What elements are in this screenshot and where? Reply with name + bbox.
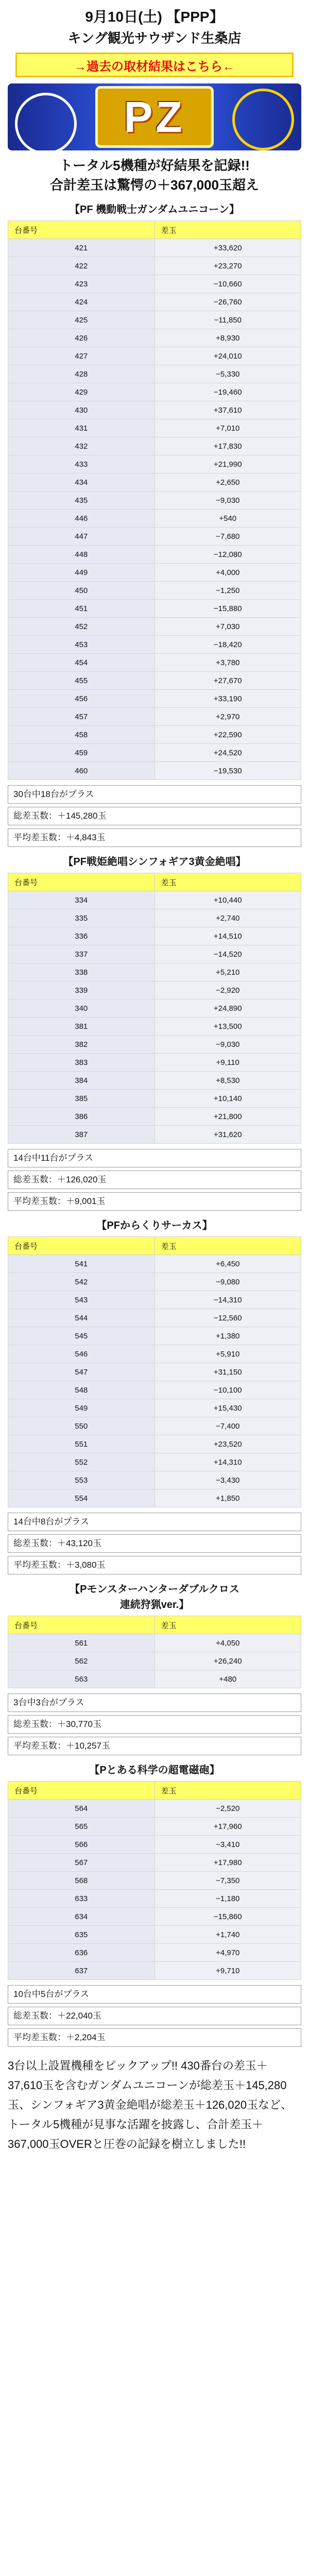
machine-number-cell: 546 [8, 1345, 155, 1363]
table-row [8, 347, 301, 365]
machine-number-cell: 453 [8, 636, 155, 654]
summary-box: 30台中18台がプラス [8, 785, 301, 804]
table-row [8, 510, 301, 528]
diff-cell: −2,520 [154, 1800, 301, 1818]
column-header-diff: 差玉 [154, 1782, 301, 1800]
table-row [8, 1890, 301, 1908]
left-emblem-icon [15, 93, 77, 150]
machine-number-cell: 543 [8, 1291, 155, 1309]
diff-cell: +14,510 [154, 927, 301, 945]
diff-cell: +8,530 [154, 1072, 301, 1090]
machine-section [0, 202, 309, 847]
diff-cell: +9,110 [154, 1054, 301, 1072]
diff-cell: +15,430 [154, 1399, 301, 1417]
table-row [8, 1489, 301, 1507]
table-row [8, 1836, 301, 1854]
machine-sections [0, 202, 309, 2047]
table-row [8, 1652, 301, 1670]
diff-cell: −18,420 [154, 636, 301, 654]
table-row [8, 636, 301, 654]
machine-number-cell: 547 [8, 1363, 155, 1381]
diff-cell: +8,930 [154, 329, 301, 347]
table-row [8, 546, 301, 564]
machine-number-cell: 460 [8, 762, 155, 780]
diff-cell: +33,190 [154, 690, 301, 708]
machine-number-cell: 428 [8, 365, 155, 383]
table-row [8, 1108, 301, 1126]
table-row [8, 257, 301, 275]
diff-cell: −26,760 [154, 293, 301, 311]
diff-cell: +22,590 [154, 726, 301, 744]
diff-cell: +14,310 [154, 1453, 301, 1471]
column-header-num: 台番号 [8, 873, 155, 891]
diff-cell: +21,990 [154, 455, 301, 473]
diff-cell: +13,500 [154, 1018, 301, 1036]
table-row [8, 1670, 301, 1688]
results-table [8, 1236, 301, 1507]
diff-cell: −12,560 [154, 1309, 301, 1327]
column-header-num: 台番号 [8, 221, 155, 239]
machine-number-cell: 424 [8, 293, 155, 311]
table-row [8, 654, 301, 672]
column-header-diff: 差玉 [154, 873, 301, 891]
diff-cell: +26,240 [154, 1652, 301, 1670]
machine-number-cell: 544 [8, 1309, 155, 1327]
machine-number-cell: 429 [8, 383, 155, 401]
machine-number-cell: 334 [8, 891, 155, 909]
table-row [8, 419, 301, 437]
diff-cell: −7,400 [154, 1417, 301, 1435]
table-row [8, 1399, 301, 1417]
machine-number-cell: 561 [8, 1634, 155, 1652]
machine-number-cell: 451 [8, 600, 155, 618]
diff-cell: +6,450 [154, 1255, 301, 1273]
machine-number-cell: 566 [8, 1836, 155, 1854]
summary-box: 3台中3台がプラス [8, 1693, 301, 1712]
diff-cell: +2,740 [154, 909, 301, 927]
machine-section [0, 1582, 309, 1755]
table-row [8, 1327, 301, 1345]
section-title: 【PF戦姫絶唱シンフォギア3黄金絶唱】 [63, 856, 246, 868]
date-line: 9月10日(土) 【PPP】 [85, 9, 224, 25]
diff-cell: −7,680 [154, 528, 301, 546]
machine-number-cell: 549 [8, 1399, 155, 1417]
table-row [8, 726, 301, 744]
diff-cell: +17,830 [154, 437, 301, 455]
machine-number-cell: 541 [8, 1255, 155, 1273]
diff-cell: +7,010 [154, 419, 301, 437]
machine-number-cell: 457 [8, 708, 155, 726]
summary-box: 総差玉数：＋43,120玉 [8, 1534, 301, 1553]
machine-number-cell: 455 [8, 672, 155, 690]
table-row [8, 1090, 301, 1108]
table-row [8, 1854, 301, 1872]
table-row [8, 672, 301, 690]
diff-cell: +7,030 [154, 618, 301, 636]
table-row [8, 600, 301, 618]
machine-number-cell: 384 [8, 1072, 155, 1090]
diff-cell: −19,460 [154, 383, 301, 401]
table-row [8, 564, 301, 582]
diff-cell: +5,210 [154, 963, 301, 981]
diff-cell: +540 [154, 510, 301, 528]
table-row [8, 1634, 301, 1652]
diff-cell: −19,530 [154, 762, 301, 780]
diff-cell: +31,150 [154, 1363, 301, 1381]
machine-number-cell: 336 [8, 927, 155, 945]
diff-cell: +1,850 [154, 1489, 301, 1507]
table-row [8, 1872, 301, 1890]
table-row [8, 981, 301, 999]
machine-number-cell: 554 [8, 1489, 155, 1507]
diff-cell: +24,520 [154, 744, 301, 762]
past-results-link[interactable]: →過去の取材結果はこちら← [15, 53, 294, 77]
diff-cell: −11,850 [154, 311, 301, 329]
diff-cell: +31,620 [154, 1126, 301, 1144]
diff-cell: +9,710 [154, 1962, 301, 1980]
table-row [8, 582, 301, 600]
machine-number-cell: 459 [8, 744, 155, 762]
machine-section [0, 1762, 309, 2047]
table-row [8, 1018, 301, 1036]
diff-cell: +10,140 [154, 1090, 301, 1108]
table-row [8, 1381, 301, 1399]
table-row [8, 1309, 301, 1327]
headline-line-2: 合計差玉は驚愕の＋367,000玉超え [50, 177, 259, 193]
table-row [8, 1072, 301, 1090]
diff-cell: +24,010 [154, 347, 301, 365]
headline-line-1: トータル5機種が好結果を記録!! [59, 158, 250, 173]
machine-number-cell: 448 [8, 546, 155, 564]
table-row [8, 528, 301, 546]
table-row [8, 891, 301, 909]
table-row [8, 329, 301, 347]
table-row [8, 293, 301, 311]
machine-number-cell: 421 [8, 239, 155, 257]
column-header-num: 台番号 [8, 1237, 155, 1255]
machine-number-cell: 387 [8, 1126, 155, 1144]
diff-cell: −9,030 [154, 1036, 301, 1054]
machine-number-cell: 454 [8, 654, 155, 672]
table-row [8, 437, 301, 455]
diff-cell: +23,520 [154, 1435, 301, 1453]
table-row [8, 401, 301, 419]
machine-number-cell: 432 [8, 437, 155, 455]
diff-cell: −15,880 [154, 600, 301, 618]
machine-number-cell: 435 [8, 492, 155, 510]
table-row [8, 927, 301, 945]
diff-cell: −3,410 [154, 1836, 301, 1854]
diff-cell: −15,860 [154, 1908, 301, 1926]
column-header-num: 台番号 [8, 1782, 155, 1800]
table-row [8, 762, 301, 780]
table-row [8, 708, 301, 726]
diff-cell: +24,890 [154, 999, 301, 1018]
table-row [8, 1363, 301, 1381]
right-emblem-icon [232, 89, 294, 150]
machine-number-cell: 433 [8, 455, 155, 473]
diff-cell: +37,610 [154, 401, 301, 419]
table-row [8, 909, 301, 927]
machine-number-cell: 427 [8, 347, 155, 365]
machine-number-cell: 430 [8, 401, 155, 419]
table-row [8, 1926, 301, 1944]
column-header-diff: 差玉 [154, 1616, 301, 1634]
diff-cell: −14,520 [154, 945, 301, 963]
machine-number-cell: 635 [8, 1926, 155, 1944]
table-row [8, 1345, 301, 1363]
diff-cell: −1,250 [154, 582, 301, 600]
diff-cell: +1,380 [154, 1327, 301, 1345]
diff-cell: −2,920 [154, 981, 301, 999]
pz-banner [8, 83, 301, 150]
machine-number-cell: 636 [8, 1944, 155, 1962]
diff-cell: +10,440 [154, 891, 301, 909]
column-header-num: 台番号 [8, 1616, 155, 1634]
machine-number-cell: 551 [8, 1435, 155, 1453]
diff-cell: +23,270 [154, 257, 301, 275]
summary-box: 14台中8台がプラス [8, 1513, 301, 1531]
diff-cell: +480 [154, 1670, 301, 1688]
table-row [8, 1435, 301, 1453]
table-row [8, 1054, 301, 1072]
table-row [8, 1291, 301, 1309]
results-table [8, 1616, 301, 1688]
machine-number-cell: 563 [8, 1670, 155, 1688]
machine-number-cell: 545 [8, 1327, 155, 1345]
column-header-diff: 差玉 [154, 221, 301, 239]
section-title: 【Pとある科学の超電磁砲】 [89, 1765, 220, 1776]
machine-number-cell: 562 [8, 1652, 155, 1670]
summary-box: 平均差玉数：＋3,080玉 [8, 1556, 301, 1574]
table-row [8, 1471, 301, 1489]
table-row [8, 945, 301, 963]
summary-box: 平均差玉数：＋4,843玉 [8, 828, 301, 847]
table-row [8, 311, 301, 329]
diff-cell: +5,910 [154, 1345, 301, 1363]
pz-logo: PZ [95, 86, 214, 148]
summary-box: 平均差玉数：＋2,204玉 [8, 2028, 301, 2047]
diff-cell: +3,780 [154, 654, 301, 672]
results-table [8, 221, 301, 780]
machine-number-cell: 452 [8, 618, 155, 636]
machine-number-cell: 548 [8, 1381, 155, 1399]
column-header-diff: 差玉 [154, 1237, 301, 1255]
diff-cell: +27,670 [154, 672, 301, 690]
section-title [0, 1582, 309, 1613]
results-table [8, 1781, 301, 1980]
table-row [8, 963, 301, 981]
diff-cell: +17,980 [154, 1854, 301, 1872]
machine-number-cell: 382 [8, 1036, 155, 1054]
table-row [8, 690, 301, 708]
table-header-row [8, 873, 301, 891]
machine-number-cell: 337 [8, 945, 155, 963]
machine-number-cell: 449 [8, 564, 155, 582]
machine-number-cell: 458 [8, 726, 155, 744]
diff-cell: −12,080 [154, 546, 301, 564]
machine-number-cell: 422 [8, 257, 155, 275]
machine-number-cell: 637 [8, 1962, 155, 1980]
section-title: 【PF 機動戦士ガンダムユニコーン】 [70, 204, 239, 215]
machine-number-cell: 450 [8, 582, 155, 600]
table-row [8, 239, 301, 257]
table-row [8, 455, 301, 473]
diff-cell: +2,970 [154, 708, 301, 726]
machine-number-cell: 426 [8, 329, 155, 347]
diff-cell: +4,000 [154, 564, 301, 582]
table-row [8, 383, 301, 401]
machine-number-cell: 565 [8, 1818, 155, 1836]
diff-cell: +4,050 [154, 1634, 301, 1652]
table-header-row [8, 1782, 301, 1800]
table-row [8, 1962, 301, 1980]
machine-number-cell: 564 [8, 1800, 155, 1818]
machine-number-cell: 425 [8, 311, 155, 329]
machine-number-cell: 567 [8, 1854, 155, 1872]
machine-number-cell: 340 [8, 999, 155, 1018]
summary-box: 総差玉数：＋30,770玉 [8, 1715, 301, 1734]
diff-cell: −9,080 [154, 1273, 301, 1291]
machine-section [0, 1218, 309, 1574]
machine-number-cell: 385 [8, 1090, 155, 1108]
summary-box: 平均差玉数：＋10,257玉 [8, 1737, 301, 1755]
outro-paragraph: 3台以上設置機種をピックアップ!! 430番台の差玉＋37,610玉を含むガンダムユニコーンが総差玉＋145,280玉、シンフォギア3黄金絶唱が総差玉＋126,020玉など、トータル5機種が見事な活躍を披露し、合計差玉＋367,000玉OVERと圧巻の記録を樹立しました!! [8, 2059, 293, 2150]
table-row [8, 618, 301, 636]
table-row [8, 1818, 301, 1836]
summary-box: 10台中5台がプラス [8, 1985, 301, 2004]
summary-box: 総差玉数：＋126,020玉 [8, 1171, 301, 1189]
diff-cell: −10,100 [154, 1381, 301, 1399]
table-row [8, 1417, 301, 1435]
table-row [8, 1273, 301, 1291]
diff-cell: +4,970 [154, 1944, 301, 1962]
table-header-row [8, 1237, 301, 1255]
machine-number-cell: 552 [8, 1453, 155, 1471]
section-title: 【PFからくりサーカス】 [96, 1220, 213, 1231]
machine-number-cell: 553 [8, 1471, 155, 1489]
machine-number-cell: 550 [8, 1417, 155, 1435]
machine-number-cell: 338 [8, 963, 155, 981]
section-title-line: 連続狩猟ver.】 [119, 1599, 190, 1611]
table-row [8, 1944, 301, 1962]
machine-section [0, 854, 309, 1211]
machine-number-cell: 383 [8, 1054, 155, 1072]
summary-box: 総差玉数：＋22,040玉 [8, 2007, 301, 2025]
store-name: キング観光サウザンド生桑店 [67, 30, 242, 46]
table-row [8, 473, 301, 492]
machine-number-cell: 423 [8, 275, 155, 293]
machine-number-cell: 447 [8, 528, 155, 546]
diff-cell: −10,660 [154, 275, 301, 293]
table-row [8, 1800, 301, 1818]
machine-number-cell: 386 [8, 1108, 155, 1126]
diff-cell: −7,350 [154, 1872, 301, 1890]
machine-number-cell: 434 [8, 473, 155, 492]
diff-cell: +33,620 [154, 239, 301, 257]
machine-number-cell: 542 [8, 1273, 155, 1291]
diff-cell: +21,800 [154, 1108, 301, 1126]
table-row [8, 999, 301, 1018]
diff-cell: −5,330 [154, 365, 301, 383]
machine-number-cell: 431 [8, 419, 155, 437]
machine-number-cell: 446 [8, 510, 155, 528]
summary-box: 総差玉数：＋145,280玉 [8, 807, 301, 825]
table-row [8, 1453, 301, 1471]
results-table [8, 873, 301, 1144]
machine-number-cell: 339 [8, 981, 155, 999]
diff-cell: −1,180 [154, 1890, 301, 1908]
table-header-row [8, 1616, 301, 1634]
table-header-row [8, 221, 301, 239]
table-row [8, 1126, 301, 1144]
diff-cell: −3,430 [154, 1471, 301, 1489]
table-row [8, 744, 301, 762]
summary-box: 平均差玉数：＋9,001玉 [8, 1192, 301, 1211]
diff-cell: +1,740 [154, 1926, 301, 1944]
summary-box: 14台中11台がプラス [8, 1149, 301, 1167]
diff-cell: +17,960 [154, 1818, 301, 1836]
table-row [8, 1036, 301, 1054]
diff-cell: −14,310 [154, 1291, 301, 1309]
machine-number-cell: 335 [8, 909, 155, 927]
table-row [8, 365, 301, 383]
machine-number-cell: 381 [8, 1018, 155, 1036]
diff-cell: +2,650 [154, 473, 301, 492]
section-title-line: 【Pモンスターハンターダブルクロス [70, 1584, 239, 1595]
table-row [8, 1255, 301, 1273]
table-row [8, 492, 301, 510]
machine-number-cell: 634 [8, 1908, 155, 1926]
machine-number-cell: 456 [8, 690, 155, 708]
table-row [8, 1908, 301, 1926]
table-row [8, 275, 301, 293]
machine-number-cell: 633 [8, 1890, 155, 1908]
diff-cell: −9,030 [154, 492, 301, 510]
machine-number-cell: 568 [8, 1872, 155, 1890]
